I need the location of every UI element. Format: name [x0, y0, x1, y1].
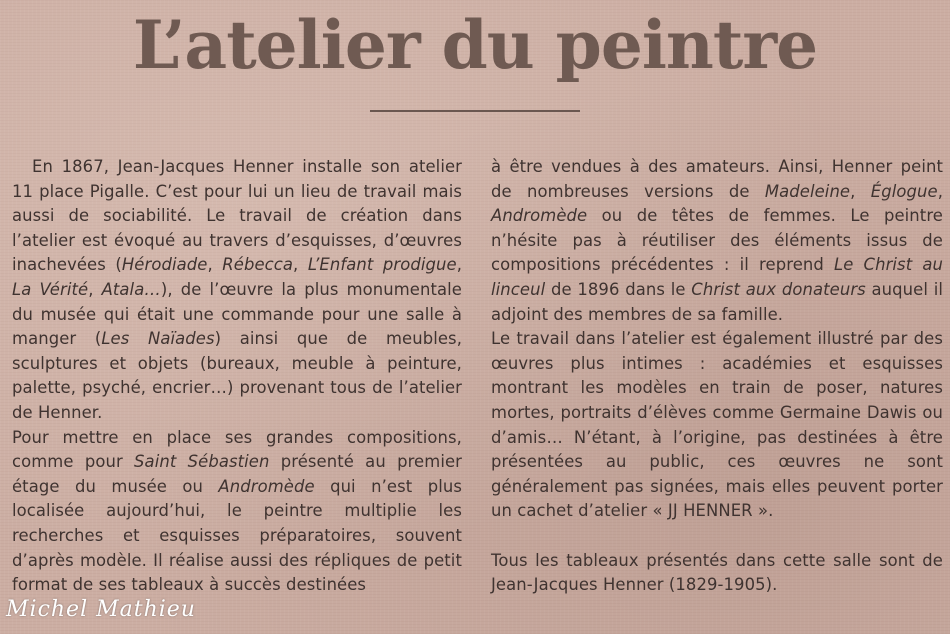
text-run: ou de têtes de femmes. Le peintre n’hésite pas à réutiliser des éléments issus de compositions précédentes : il reprend: [491, 206, 943, 275]
right-text-column: [491, 155, 943, 598]
artwork-title: L’Enfant prodigue: [307, 255, 457, 275]
left-paragraph-1: [12, 155, 462, 426]
artwork-title: Les Naïades: [101, 329, 215, 349]
text-run: qui n’est plus localisée aujourd’hui, le peintre multiplie les recherches et esquisses préparatoires, souvent d’après modèle. Il réalise aussi des répliques de petit format de ses tableaux à succès destinées: [12, 476, 462, 595]
text-run: ), de l’œuvre la plus monumentale du musée qui était une commande pour une salle à manger (: [12, 279, 462, 349]
text-run: ,: [207, 255, 223, 275]
artwork-title: Christ aux donateurs: [691, 279, 866, 299]
text-run: ) ainsi que de meubles, sculptures et objets (bureaux, meuble à peinture, palette, psyché, encrier…) provenant tous de l’atelier de Henner.: [12, 329, 463, 422]
title-divider: [370, 110, 580, 112]
text-run: Pour mettre en place ses grandes compositions, comme pour: [12, 427, 462, 472]
text-run: ,: [293, 255, 308, 275]
panel-title: L’atelier du peintre: [132, 6, 818, 84]
artwork-title: Le Christ au linceul: [491, 255, 943, 299]
artwork-title: La Vérité: [12, 279, 89, 299]
artwork-title: Hérodiade: [121, 255, 208, 275]
paragraph-gap: [491, 524, 943, 549]
text-run: ,: [850, 181, 871, 201]
text-run: ,: [456, 255, 462, 275]
text-run: auquel il adjoint des membres de sa famille.: [491, 279, 944, 324]
artwork-title: Andromède: [491, 206, 588, 226]
artwork-title: Rébecca: [222, 255, 293, 275]
text-run: à être vendues à des amateurs. Ainsi, Henner peint de nombreuses versions de: [491, 157, 943, 201]
text-run: de 1896 dans le: [545, 279, 692, 299]
right-paragraph-3: Tous les tableaux présentés dans cette salle sont de Jean-Jacques Henner (1829-1905).: [491, 550, 943, 595]
artwork-title: Églogue: [870, 181, 938, 201]
left-paragraph-2: [12, 426, 462, 598]
right-paragraph-1: [491, 155, 943, 327]
text-run: ,: [937, 181, 943, 201]
artwork-title: Saint Sébastien: [134, 452, 270, 472]
photographer-watermark: Michel Mathieu: [6, 597, 196, 622]
artwork-title: Atala…: [101, 279, 161, 299]
text-run: ,: [88, 279, 102, 299]
text-run: En 1867, Jean-Jacques Henner installe son atelier 11 place Pigalle. C’est pour lui un lieu de travail mais aussi de sociabilité. Le travail de création dans l’atelier est évoqué au travers d’esquisses, d’œuvres inachevées (: [12, 157, 462, 275]
left-text-column: [12, 155, 462, 598]
artwork-title: Andromède: [218, 476, 315, 496]
artwork-title: Madeleine: [764, 181, 851, 201]
text-run: présenté au premier étage du musée ou: [12, 452, 462, 496]
right-paragraph-2: Le travail dans l’atelier est également illustré par des œuvres plus intimes : académies et esquisses montrant les modèles en train de poser, natures mortes, portraits d’élèves comme Germaine Dawis ou d’amis… N’étant, à l’origine, pas destinées à être présentées au public, ces œuvres ne sont généralement pas signées, mais elles peuvent porter un cachet d’atelier « JJ HENNER ».: [491, 329, 943, 521]
